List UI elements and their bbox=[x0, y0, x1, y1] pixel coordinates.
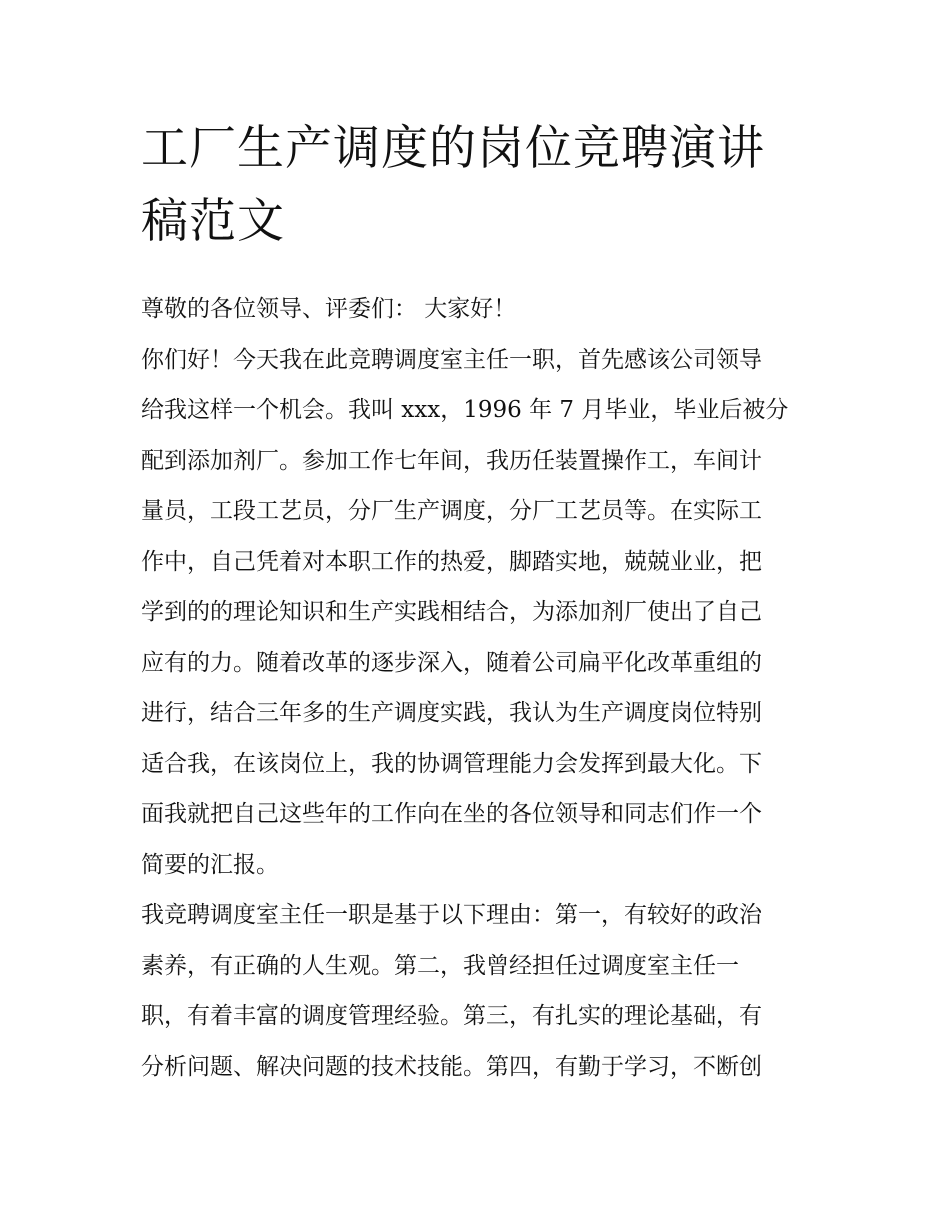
paragraph-1-line: 学到的的理论知识和生产实践相结合，为添加剂厂使出了自己 bbox=[141, 599, 762, 625]
paragraph-1-line: 你们好！今天我在此竞聘调度室主任一职，首先感该公司领导 bbox=[141, 346, 762, 373]
title-line-2: 稿范文 bbox=[141, 194, 285, 249]
paragraph-1-line: 给我这样一个机会。我叫 xxx，1996 年 7 月毕业，毕业后被分 bbox=[141, 397, 789, 423]
title-line-1: 工厂生产调度的岗位竞聘演讲 bbox=[141, 121, 765, 176]
paragraph-1-line: 配到添加剂厂。参加工作七年间，我历任装置操作工，车间计 bbox=[141, 447, 762, 474]
greeting: 尊敬的各位领导、评委们： 大家好！ bbox=[141, 296, 517, 322]
document-title bbox=[141, 112, 813, 258]
paragraph-1-line: 简要的汇报。 bbox=[141, 851, 279, 878]
paragraph-2-line: 素养，有正确的人生观。第二，我曾经担任过调度室主任一 bbox=[141, 952, 739, 979]
paragraph-2-line: 职，有着丰富的调度管理经验。第三，有扎实的理论基础，有 bbox=[141, 1003, 762, 1029]
paragraph-1 bbox=[141, 335, 813, 891]
paragraph-1-line: 面我就把自己这些年的工作向在坐的各位领导和同志们作一个 bbox=[141, 801, 762, 827]
paragraph-1-line: 适合我，在该岗位上，我的协调管理能力会发挥到最大化。下 bbox=[141, 750, 762, 777]
paragraph-2 bbox=[141, 890, 813, 1092]
paragraph-2-line: 我竞聘调度室主任一职是基于以下理由：第一，有较好的政治 bbox=[141, 902, 762, 928]
paragraph-1-line: 量员，工段工艺员，分厂生产调度，分厂工艺员等。在实际工 bbox=[141, 498, 762, 524]
paragraph-1-line: 作中，自己凭着对本职工作的热爱，脚踏实地，兢兢业业，把 bbox=[141, 548, 762, 575]
paragraph-1-line: 进行，结合三年多的生产调度实践，我认为生产调度岗位特别 bbox=[141, 700, 762, 726]
document-page bbox=[141, 112, 813, 1092]
paragraph-1-line: 应有的力。随着改革的逐步深入，随着公司扁平化改革重组的 bbox=[141, 649, 762, 676]
paragraph-2-line: 分析问题、解决问题的技术技能。第四，有勤于学习，不断创 bbox=[141, 1053, 762, 1080]
